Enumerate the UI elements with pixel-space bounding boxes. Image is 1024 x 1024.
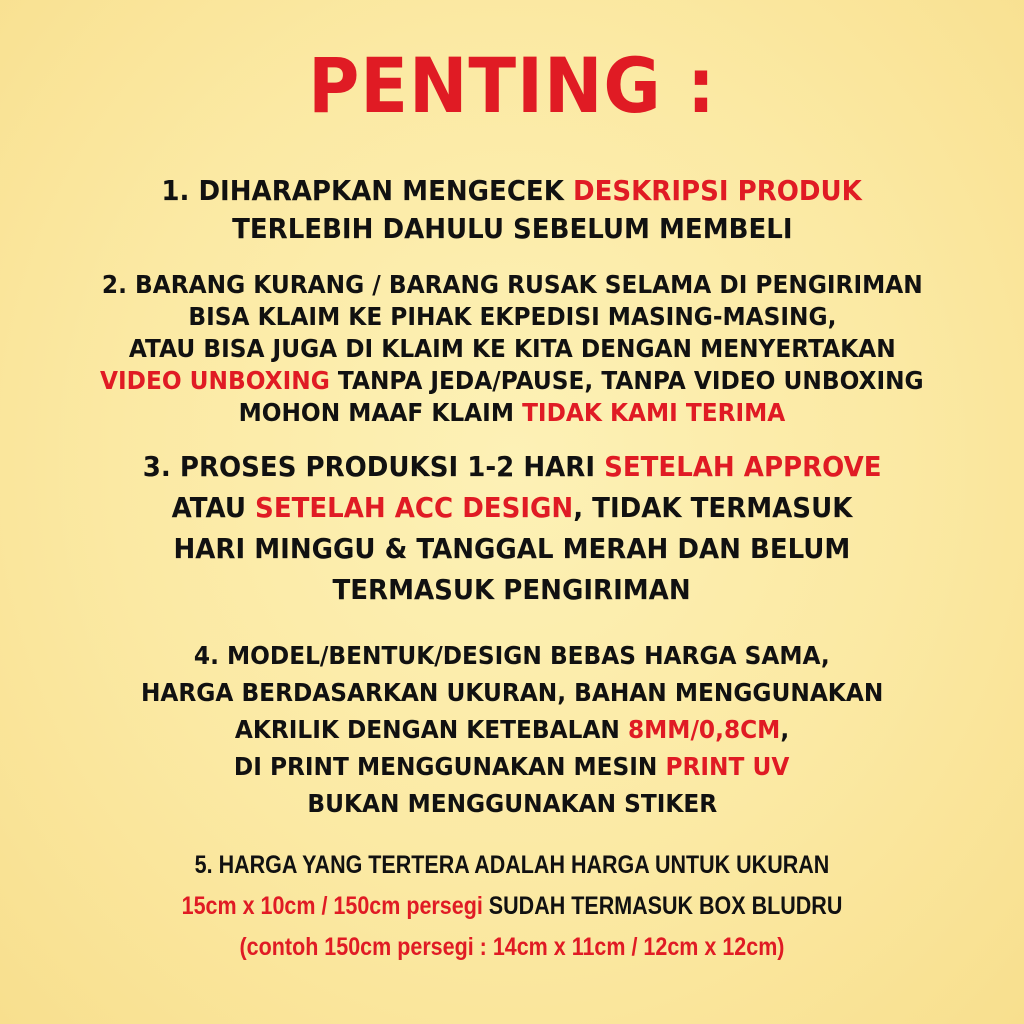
notice-line — [333, 569, 691, 610]
text-segment: 5. HARGA YANG TERTERA ADALAH HARGA UNTUK UKURAN — [194, 851, 830, 879]
text-segment: MOHON MAAF KLAIM — [238, 398, 523, 427]
notice-line — [234, 748, 789, 785]
notice-line — [141, 674, 883, 711]
notice-line — [307, 785, 717, 822]
text-segment: HARGA BERDASARKAN UKURAN, BAHAN MENGGUNAKAN — [140, 678, 884, 707]
text-segment: ATAU BISA JUGA DI KLAIM KE KITA DENGAN MENYERTAKAN — [128, 334, 896, 363]
highlight-segment: VIDEO UNBOXING — [100, 366, 330, 395]
notice-item-4 — [0, 637, 1024, 822]
highlight-segment: SETELAH ACC DESIGN — [255, 491, 574, 524]
text-segment: TERMASUK PENGIRIMAN — [332, 573, 692, 606]
notice-line — [174, 528, 851, 569]
text-segment: SUDAH TERMASUK BOX BLUDRU — [482, 892, 843, 920]
notice-line — [72, 927, 953, 968]
text-segment: 2. BARANG KURANG / BARANG RUSAK SELAMA DI PENGIRIMAN — [101, 270, 923, 299]
notice-line — [72, 845, 953, 886]
notice-line — [129, 333, 896, 365]
highlight-segment: 8MM/0,8CM — [627, 715, 781, 744]
text-segment: AKRILIK DENGAN KETEBALAN — [234, 715, 628, 744]
notice-line — [235, 711, 789, 748]
notice-line — [239, 397, 786, 429]
text-segment: 3. PROSES PRODUKSI 1-2 HARI — [142, 450, 604, 483]
highlight-segment: TIDAK KAMI TERIMA — [522, 398, 786, 427]
notice-line — [143, 446, 882, 487]
notice-line — [100, 365, 924, 397]
text-segment: DI PRINT MENGGUNAKAN MESIN — [234, 752, 666, 781]
text-segment: ATAU — [171, 491, 256, 524]
notice-line — [102, 269, 923, 301]
notice-line — [232, 210, 792, 248]
highlight-segment: DESKRIPSI PRODUK — [573, 174, 863, 207]
highlight-segment: 15cm x 10cm / 150cm persegi — [181, 892, 483, 920]
text-segment: 1. DIHARAPKAN MENGECEK — [161, 174, 574, 207]
text-segment: TERLEBIH DAHULU SEBELUM MEMBELI — [231, 212, 793, 245]
text-segment: BISA KLAIM KE PIHAK EKPEDISI MASING-MASING, — [187, 302, 837, 331]
highlight-segment: PRINT UV — [665, 752, 790, 781]
notice-line — [194, 637, 830, 674]
text-segment: HARI MINGGU & TANGGAL MERAH DAN BELUM — [173, 532, 851, 565]
notice-item-5 — [72, 845, 953, 968]
notice-line — [162, 172, 862, 210]
text-segment: , — [780, 715, 790, 744]
text-segment: TANPA JEDA/PAUSE, TANPA VIDEO UNBOXING — [329, 366, 924, 395]
notice-line — [188, 301, 836, 333]
notice-item-2 — [0, 269, 1024, 429]
text-segment: , TIDAK TERMASUK — [573, 491, 853, 524]
notice-item-1 — [0, 172, 1024, 248]
notice-line — [72, 886, 953, 927]
notice-line — [172, 487, 853, 528]
text-segment: 4. MODEL/BENTUK/DESIGN BEBAS HARGA SAMA, — [194, 641, 830, 670]
notice-item-3 — [0, 446, 1024, 610]
highlight-segment: (contoh 150cm persegi : 14cm x 11cm / 12cm x 12cm) — [239, 933, 785, 961]
text-segment: BUKAN MENGGUNAKAN STIKER — [307, 789, 717, 818]
highlight-segment: SETELAH APPROVE — [603, 450, 882, 483]
poster-title: PENTING : — [308, 41, 716, 130]
